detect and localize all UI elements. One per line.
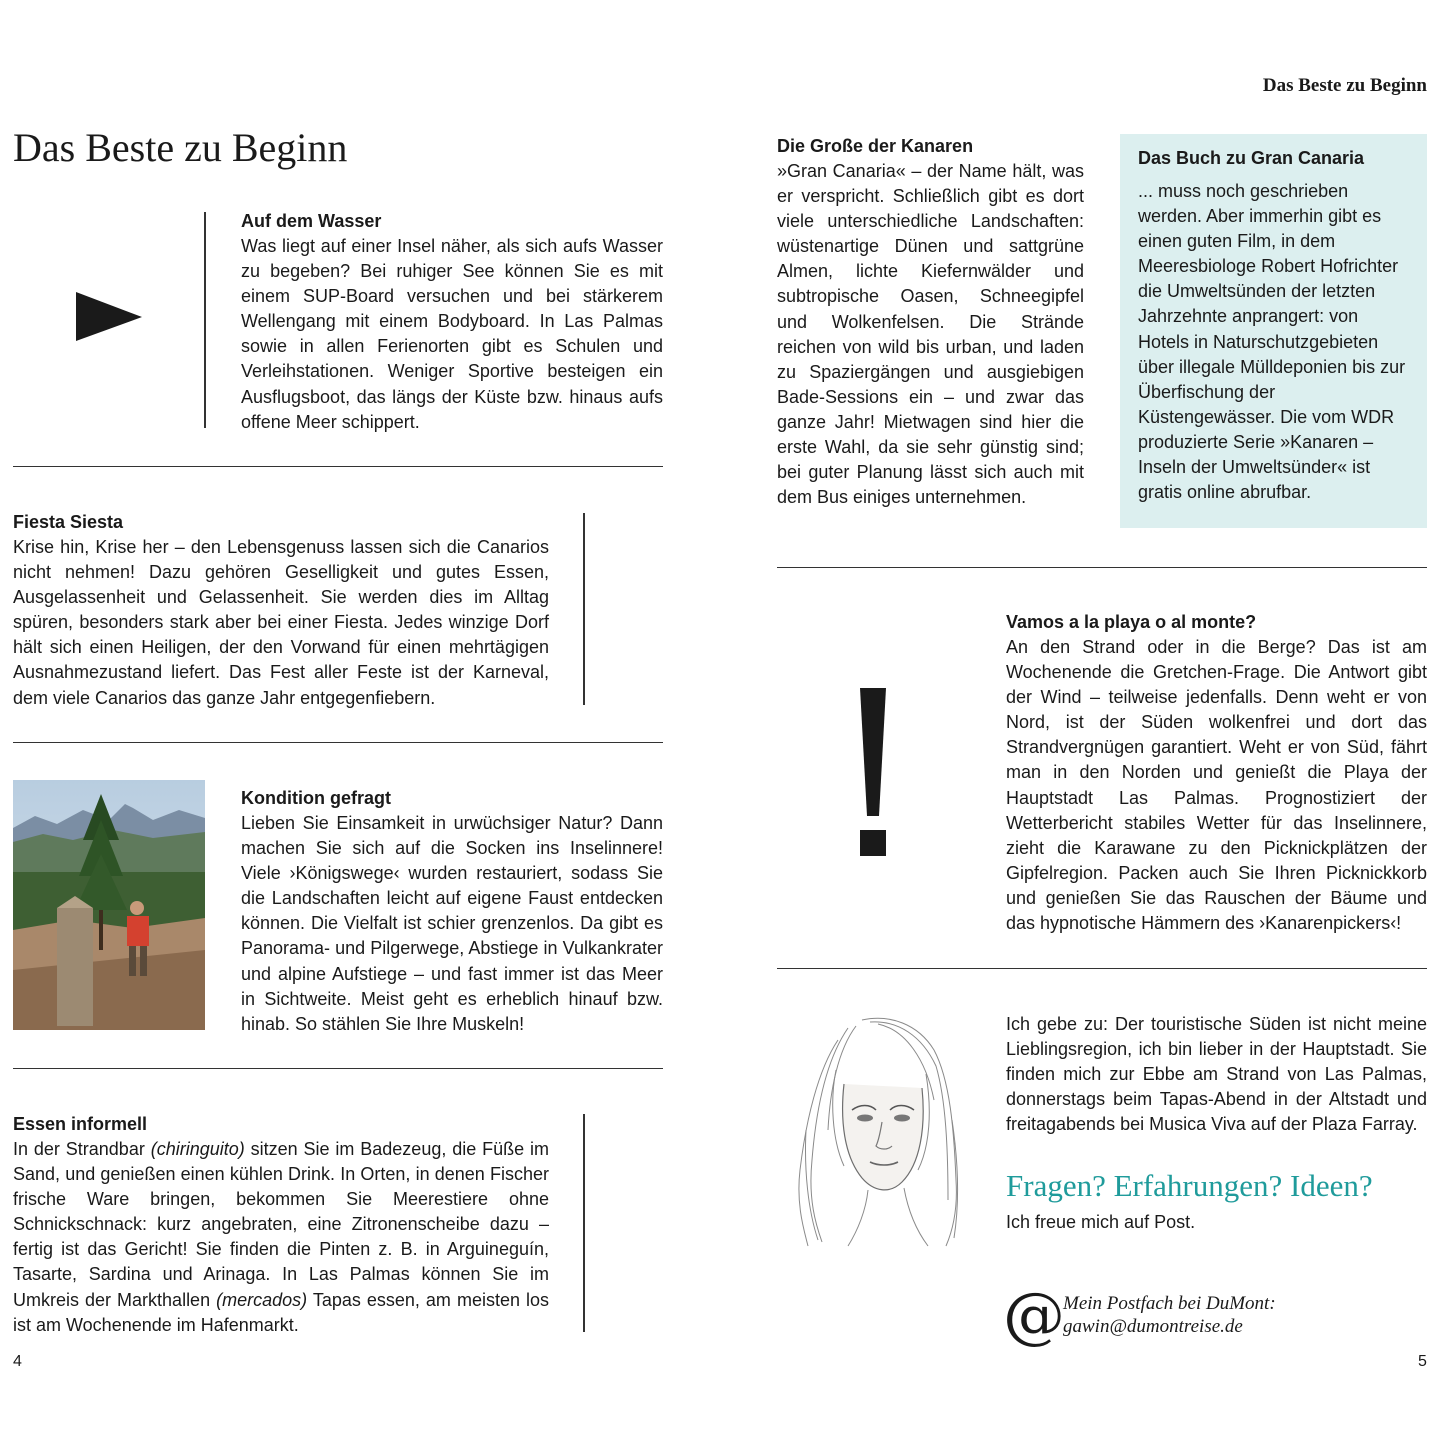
- section-text: An den Strand oder in die Berge? Das ist am Wochenende die Gretchen-Frage. Die Antwort gibt der Wind – teilweise jedenfalls. Denn weht er von Nord, ist der Süden wolkenfrei und dort das Strandvergnügen garantiert. Weht er von Süd, fährt man in den Norden und genießt die Playa der Hauptstadt Las Palmas. Prognostiziert der Wetterbericht stabiles Wetter für das Inselinnere, zieht die Karawane zu den Picknickplätzen der Gipfelregion. Packen auch Sie Ihren Picknickkorb und genießen Sie das Rauschen der Bäume und das hypnotische Hämmern des ›Kanarenpickers‹!: [1006, 637, 1427, 934]
- email-block: [1063, 1292, 1276, 1338]
- at-sign-icon: @: [1003, 1278, 1065, 1351]
- page-title: Das Beste zu Beginn: [13, 125, 348, 170]
- horizontal-rule: [13, 1068, 663, 1069]
- section-text: Lieben Sie Einsamkeit in urwüchsiger Natur? Dann machen Sie sich auf die Socken ins Inselinnere! Viele ›Königswege‹ wurden restauriert, sodass Sie die Landschaften leicht auf eigene Faust entdecken können. Die Vielfalt ist schier grenzenlos. Da gibt es Panorama- und Pilgerwege, Abstiege in Vulkankrater und alpine Aufstiege – und fast immer ist das Meer in Sichtweite. Meist geht es erheblich hinauf bzw. hinab. So stählen Sie Ihre Muskeln!: [241, 813, 663, 1034]
- exclamation-icon: [858, 688, 888, 858]
- running-head: Das Beste zu Beginn: [1262, 75, 1427, 96]
- horizontal-rule: [13, 742, 663, 743]
- contact-question-heading: Fragen? Erfahrungen? Ideen?: [1006, 1168, 1373, 1203]
- section-kondition-gefragt: [241, 786, 663, 1037]
- section-grosse-der-kanaren: [777, 134, 1084, 510]
- vertical-divider: [583, 513, 585, 705]
- page-number-left: 4: [13, 1353, 22, 1370]
- horizontal-rule: [777, 567, 1427, 568]
- section-heading: Fiesta Siesta: [13, 512, 124, 532]
- hiking-photo: [13, 780, 205, 1030]
- section-essen-informell: [13, 1112, 549, 1338]
- infobox-text: ... muss noch geschrieben werden. Aber immerhin gibt es einen guten Film, in dem Meeresbiologe Robert Hofrichter die Umweltsünden der letzten Jahrzehnte anprangert: von Hotels in Naturschutzgebieten über illegale Mülldeponien bis zur Überfischung der Küstengewässer. Die vom WDR produzierte Serie »Kanaren – Inseln der Umweltsünder« ist gratis online abrufbar.: [1138, 181, 1406, 503]
- section-text: In der Strandbar (chiringuito) sitzen Sie im Badezeug, die Füße im Sand, und genießen einen kühlen Drink. In Orten, in denen Fischer frische Ware bringen, bekommen Sie Meerestiere ohne Schnickschnack: kurz angebraten, eine Zitronenscheibe dazu – fertig ist das Gericht! Sie finden die Pinten z. B. in Arguineguín, Tasarte, Sardina und Arinaga. In Las Palmas können Sie im Umkreis der Markthallen (mercados) Tapas essen, am meisten los ist am Wochenende im Hafenmarkt.: [13, 1139, 549, 1335]
- section-heading: Essen informell: [13, 1114, 148, 1134]
- author-text: Ich gebe zu: Der touristische Süden ist nicht meine Lieblingsregion, ich bin lieber in der Hauptstadt. Sie finden mich zur Ebbe am Strand von Las Palmas, donnerstags beim Tapas-Abend in der Altstadt und freitagabends bei Musica Viva auf der Plaza Farray.: [1006, 1014, 1427, 1135]
- author-portrait-sketch: [778, 1010, 974, 1250]
- section-heading: Die Große der Kanaren: [777, 136, 974, 156]
- infobox-buch: [1120, 134, 1427, 528]
- horizontal-rule: [13, 466, 663, 467]
- section-heading: Vamos a la playa o al monte?: [1006, 612, 1257, 632]
- section-autorin: [1006, 1012, 1427, 1137]
- horizontal-rule: [777, 968, 1427, 969]
- contact-greeting: Ich freue mich auf Post.: [1006, 1212, 1196, 1232]
- play-triangle-icon: [76, 292, 144, 342]
- email-link[interactable]: gawin@dumontreise.de: [1063, 1316, 1243, 1337]
- section-heading: Kondition gefragt: [241, 788, 391, 808]
- section-text: Was liegt auf einer Insel näher, als sich aufs Wasser zu begeben? Bei ruhiger See können Sie es mit einem SUP-Board versuchen und bei stärkerem Wellengang mit einem Bodyboard. In Las Palmas sowie in allen Ferienorten gibt es Schulen und Verleihstationen. Weniger Sportive besteigen ein Ausflugsboot, das längs der Küste bzw. hinaus aufs offene Meer schippert.: [241, 236, 663, 432]
- section-text: »Gran Canaria« – der Name hält, was er verspricht. Schließlich gibt es dort viele unterschiedliche Landschaften: wüstenartige Dünen und sattgrüne Almen, lichte Kiefernwälder und subtropische Oasen, Schneegipfel und Wolkenfelsen. Die Strände reichen von wild bis urban, und laden zu Spaziergängen und ausgiebigen Bade-Sessions ein – und zwar das ganze Jahr! Mietwagen sind hier die erste Wahl, da sie sehr günstig sind; bei guter Planung lässt sich auch mit dem Bus einiges unternehmen.: [777, 161, 1084, 508]
- section-text: Krise hin, Krise her – den Lebensgenuss lassen sich die Canarios nicht nehmen! Dazu gehören Geselligkeit und gutes Essen, Ausgelassenheit und Gelassenheit. Sie werden dies im Alltag spüren, besonders stark aber bei einer Fiesta. Jedes winzige Dorf hält sich einen Heiligen, der den Vorwand für einen mehrtägigen Ausnahmezustand liefert. Das Fest aller Feste ist der Karneval, dem viele Canarios das ganze Jahr entgegenfiebern.: [13, 537, 549, 708]
- vertical-divider: [583, 1114, 585, 1332]
- section-auf-dem-wasser: [241, 209, 663, 435]
- mailbox-label: Mein Postfach bei DuMont:: [1063, 1293, 1276, 1314]
- vertical-divider: [204, 212, 206, 428]
- infobox-heading: Das Buch zu Gran Canaria: [1138, 148, 1365, 168]
- section-heading: Auf dem Wasser: [241, 211, 382, 231]
- section-vamos-a-la-playa: [1006, 610, 1427, 936]
- page-number-right: 5: [1418, 1353, 1427, 1370]
- section-fiesta-siesta: [13, 510, 549, 711]
